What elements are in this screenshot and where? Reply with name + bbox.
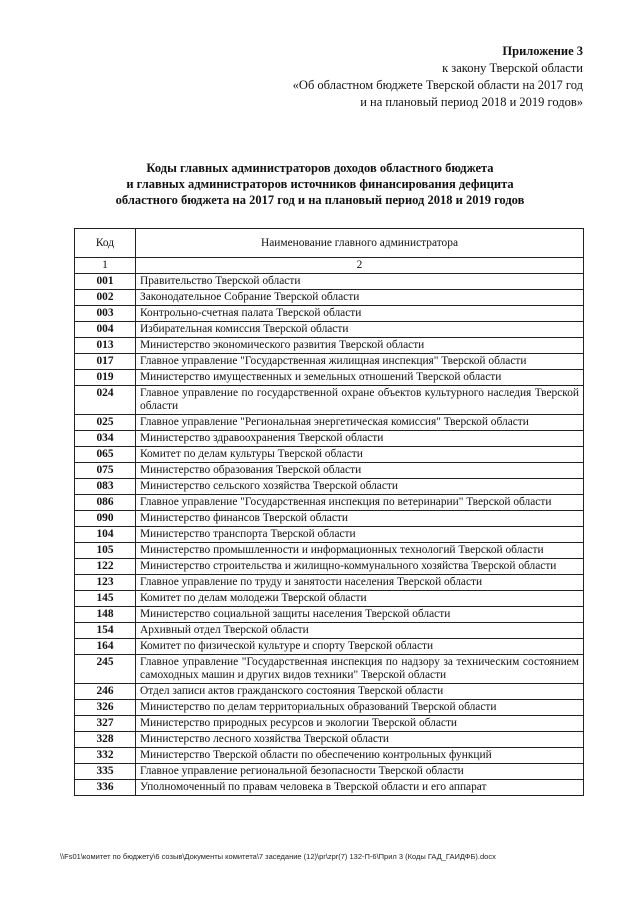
table-row	[75, 655, 584, 684]
table-row	[75, 764, 584, 780]
row-code: 145	[75, 591, 136, 607]
row-code: 086	[75, 495, 136, 511]
appendix-number: Приложение 3	[502, 44, 583, 58]
table-row	[75, 511, 584, 527]
row-code: 034	[75, 431, 136, 447]
row-code: 104	[75, 527, 136, 543]
row-name: Министерство сельского хозяйства Тверской области	[136, 479, 584, 495]
row-name: Министерство промышленности и информационных технологий Тверской области	[136, 543, 584, 559]
row-name: Избирательная комиссия Тверской области	[136, 322, 584, 338]
row-name: Главное управление по государственной охране объектов культурного наследия Тверской области	[136, 386, 584, 415]
row-name: Министерство здравоохранения Тверской области	[136, 431, 584, 447]
table-row	[75, 479, 584, 495]
row-code: 164	[75, 639, 136, 655]
row-name: Комитет по делам молодежи Тверской области	[136, 591, 584, 607]
table-row	[75, 607, 584, 623]
table-row	[75, 591, 584, 607]
row-code: 075	[75, 463, 136, 479]
document-title	[0, 160, 640, 208]
table-row	[75, 495, 584, 511]
row-name: Главное управление "Государственная инспекция по надзору за техническим состоянием самоходных машин и других видов техники" Тверской области	[136, 655, 584, 684]
table-row	[75, 415, 584, 431]
table-row	[75, 338, 584, 354]
row-code: 332	[75, 748, 136, 764]
row-name: Главное управление "Государственная инспекция по ветеринарии" Тверской области	[136, 495, 584, 511]
title-line-1: Коды главных администраторов доходов областного бюджета	[146, 161, 494, 175]
row-code: 123	[75, 575, 136, 591]
appendix-law-title-line1: «Об областном бюджете Тверской области на 2017 год	[292, 78, 583, 92]
row-code: 105	[75, 543, 136, 559]
header-code: Код	[75, 229, 136, 258]
table-row	[75, 431, 584, 447]
column-number-1: 1	[75, 258, 136, 274]
appendix-header	[293, 43, 583, 111]
table-row	[75, 559, 584, 575]
row-code: 328	[75, 732, 136, 748]
appendix-law-title-line2: и на плановый период 2018 и 2019 годов»	[360, 95, 583, 109]
table-row	[75, 716, 584, 732]
table-row	[75, 780, 584, 796]
row-name: Министерство природных ресурсов и экологии Тверской области	[136, 716, 584, 732]
row-name: Законодательное Собрание Тверской области	[136, 290, 584, 306]
row-code: 013	[75, 338, 136, 354]
table-row	[75, 370, 584, 386]
row-name: Контрольно-счетная палата Тверской области	[136, 306, 584, 322]
table-row	[75, 575, 584, 591]
administrators-table	[74, 228, 584, 796]
row-code: 024	[75, 386, 136, 415]
appendix-law-line: к закону Тверской области	[442, 61, 583, 75]
row-name: Главное управление по труду и занятости населения Тверской области	[136, 575, 584, 591]
row-code: 017	[75, 354, 136, 370]
row-code: 004	[75, 322, 136, 338]
table-row	[75, 290, 584, 306]
title-line-2: и главных администраторов источников финансирования дефицита	[126, 177, 514, 191]
title-line-3: областного бюджета на 2017 год и на плановый период 2018 и 2019 годов	[115, 193, 525, 207]
row-name: Комитет по делам культуры Тверской области	[136, 447, 584, 463]
table-row	[75, 447, 584, 463]
file-path-footer: \\Fs01\комитет по бюджету\6 созыв\Документы комитета\7 заседание (12)\pr\zpr(7) 132-П-6\Прил 3 (Коды ГАД_ГАИДФБ).docx	[60, 852, 496, 861]
row-code: 083	[75, 479, 136, 495]
row-code: 065	[75, 447, 136, 463]
row-code: 019	[75, 370, 136, 386]
column-number-row	[75, 258, 584, 274]
row-name: Министерство Тверской области по обеспечению контрольных функций	[136, 748, 584, 764]
row-name: Министерство социальной защиты населения Тверской области	[136, 607, 584, 623]
row-name: Правительство Тверской области	[136, 274, 584, 290]
row-name: Главное управление "Государственная жилищная инспекция" Тверской области	[136, 354, 584, 370]
row-code: 090	[75, 511, 136, 527]
row-name: Главное управление "Региональная энергетическая комиссия" Тверской области	[136, 415, 584, 431]
row-name: Министерство строительства и жилищно-коммунального хозяйства Тверской области	[136, 559, 584, 575]
table-row	[75, 732, 584, 748]
row-code: 154	[75, 623, 136, 639]
row-name: Министерство образования Тверской области	[136, 463, 584, 479]
row-code: 002	[75, 290, 136, 306]
row-code: 025	[75, 415, 136, 431]
row-code: 335	[75, 764, 136, 780]
row-name: Министерство транспорта Тверской области	[136, 527, 584, 543]
table-row	[75, 748, 584, 764]
header-name: Наименование главного администратора	[136, 229, 584, 258]
row-code: 003	[75, 306, 136, 322]
table-row	[75, 306, 584, 322]
row-code: 001	[75, 274, 136, 290]
table-row	[75, 527, 584, 543]
row-name: Архивный отдел Тверской области	[136, 623, 584, 639]
row-name: Отдел записи актов гражданского состояния Тверской области	[136, 684, 584, 700]
table-row	[75, 463, 584, 479]
row-code: 122	[75, 559, 136, 575]
row-name: Главное управление региональной безопасности Тверской области	[136, 764, 584, 780]
row-code: 148	[75, 607, 136, 623]
table-row	[75, 623, 584, 639]
row-name: Министерство финансов Тверской области	[136, 511, 584, 527]
table-row	[75, 322, 584, 338]
column-number-2: 2	[136, 258, 584, 274]
row-code: 336	[75, 780, 136, 796]
row-code: 246	[75, 684, 136, 700]
table-row	[75, 386, 584, 415]
row-name: Министерство лесного хозяйства Тверской области	[136, 732, 584, 748]
row-name: Министерство имущественных и земельных отношений Тверской области	[136, 370, 584, 386]
table-row	[75, 639, 584, 655]
row-code: 245	[75, 655, 136, 684]
table-header-row	[75, 229, 584, 258]
table-row	[75, 274, 584, 290]
row-name: Министерство по делам территориальных образований Тверской области	[136, 700, 584, 716]
table-row	[75, 543, 584, 559]
row-name: Комитет по физической культуре и спорту Тверской области	[136, 639, 584, 655]
table-row	[75, 354, 584, 370]
table-row	[75, 684, 584, 700]
row-name: Министерство экономического развития Тверской области	[136, 338, 584, 354]
row-code: 327	[75, 716, 136, 732]
row-code: 326	[75, 700, 136, 716]
table-row	[75, 700, 584, 716]
row-name: Уполномоченный по правам человека в Тверской области и его аппарат	[136, 780, 584, 796]
